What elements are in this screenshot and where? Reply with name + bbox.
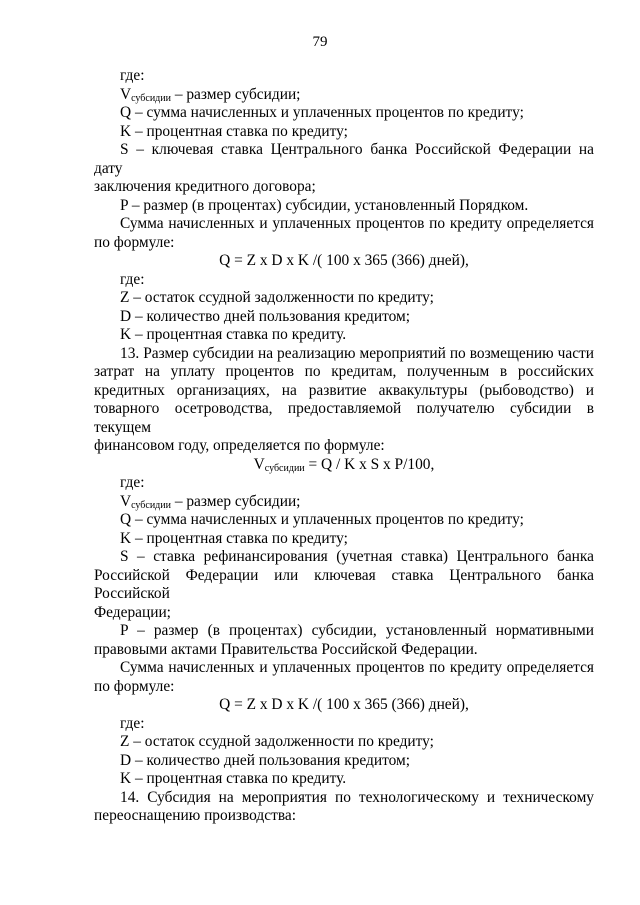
- clause-13-line-2: затрат на уплату процентов по кредитам, полученным в российских: [94, 363, 594, 380]
- v-subsidy-definition: [94, 86, 594, 105]
- s-definition-line-2: заключения кредитного договора;: [94, 178, 316, 195]
- sum-intro-line-1: Сумма начисленных и уплаченных процентов по кредиту определяется: [120, 659, 594, 676]
- clause-13-line-4: товарного осетроводства, предоставляемой получателю субсидии в текущем: [94, 400, 594, 436]
- v-description: – размер субсидии;: [170, 85, 301, 103]
- q-definition: Q – сумма начисленных и уплаченных процентов по кредиту;: [120, 511, 524, 528]
- s-definition-line-3: Федерации;: [94, 603, 171, 621]
- v-subscript: субсидии: [131, 92, 171, 104]
- formula-v-subsidy: [94, 456, 594, 475]
- s-definition-line-1: S – ставка рефинансирования (учетная ставка) Центрального банка: [120, 548, 594, 565]
- s-definition-line-2: Российской Федерации или ключевая ставка Центрального банка Российской: [94, 566, 594, 602]
- document-body: [94, 67, 594, 826]
- d-definition: D – количество дней пользования кредитом;: [120, 751, 411, 769]
- k-definition: K – процентная ставка по кредиту.: [120, 770, 347, 787]
- formula-q-1: Q = Z x D x K /( 100 x 365 (366) дней),: [219, 252, 469, 269]
- sum-intro-line-2: по формуле:: [94, 233, 175, 251]
- where-label: где:: [120, 270, 145, 288]
- formula-q-2: Q = Z x D x K /( 100 x 365 (366) дней),: [219, 696, 469, 713]
- v-description: – размер субсидии;: [170, 492, 301, 510]
- v-symbol: V: [120, 492, 132, 510]
- d-definition: D – количество дней пользования кредитом;: [120, 307, 411, 325]
- formula-v-subscript: субсидии: [264, 462, 305, 474]
- clause-13-line-3: кредитных организациях, на развитие аквакультуры (рыбоводство) и: [94, 381, 594, 399]
- p-definition: P – размер (в процентах) субсидии, установленный Порядком.: [120, 196, 529, 214]
- k-definition: K – процентная ставка по кредиту.: [120, 326, 347, 343]
- clause-13-line-5: финансовом году, определяется по формуле:: [94, 437, 385, 454]
- k-definition: K – процентная ставка по кредиту;: [120, 529, 348, 547]
- page-number: 79: [312, 34, 328, 50]
- k-definition: K – процентная ставка по кредиту;: [120, 122, 348, 140]
- v-subscript: субсидии: [131, 499, 171, 511]
- v-subsidy-definition: [94, 493, 594, 512]
- p-definition-line-2: правовыми актами Правительства Российской Федерации.: [94, 640, 478, 658]
- sum-intro-line-2: по формуле:: [94, 677, 175, 695]
- p-definition-line-1: P – размер (в процентах) субсидии, установленный нормативными: [120, 622, 594, 639]
- s-definition-line-1: S – ключевая ставка Центрального банка Российской Федерации на дату: [94, 141, 594, 177]
- formula-v-symbol: V: [253, 455, 265, 473]
- clause-13-line-1: 13. Размер субсидии на реализацию мероприятий по возмещению части: [120, 344, 594, 362]
- sum-intro-line-1: Сумма начисленных и уплаченных процентов по кредиту определяется: [120, 215, 594, 232]
- where-label: где:: [120, 67, 145, 84]
- where-label: где:: [120, 714, 145, 732]
- q-definition: Q – сумма начисленных и уплаченных процентов по кредиту;: [120, 104, 524, 121]
- where-label: где:: [120, 474, 145, 491]
- clause-14-line-2: переоснащению производства:: [94, 807, 296, 824]
- formula-v-rest: = Q / K x S x P/100,: [304, 455, 435, 473]
- v-symbol: V: [120, 85, 132, 103]
- clause-14-line-1: 14. Субсидия на мероприятия по технологическому и техническому: [120, 788, 594, 806]
- z-definition: Z – остаток ссудной задолженности по кредиту;: [120, 733, 434, 750]
- z-definition: Z – остаток ссудной задолженности по кредиту;: [120, 289, 434, 306]
